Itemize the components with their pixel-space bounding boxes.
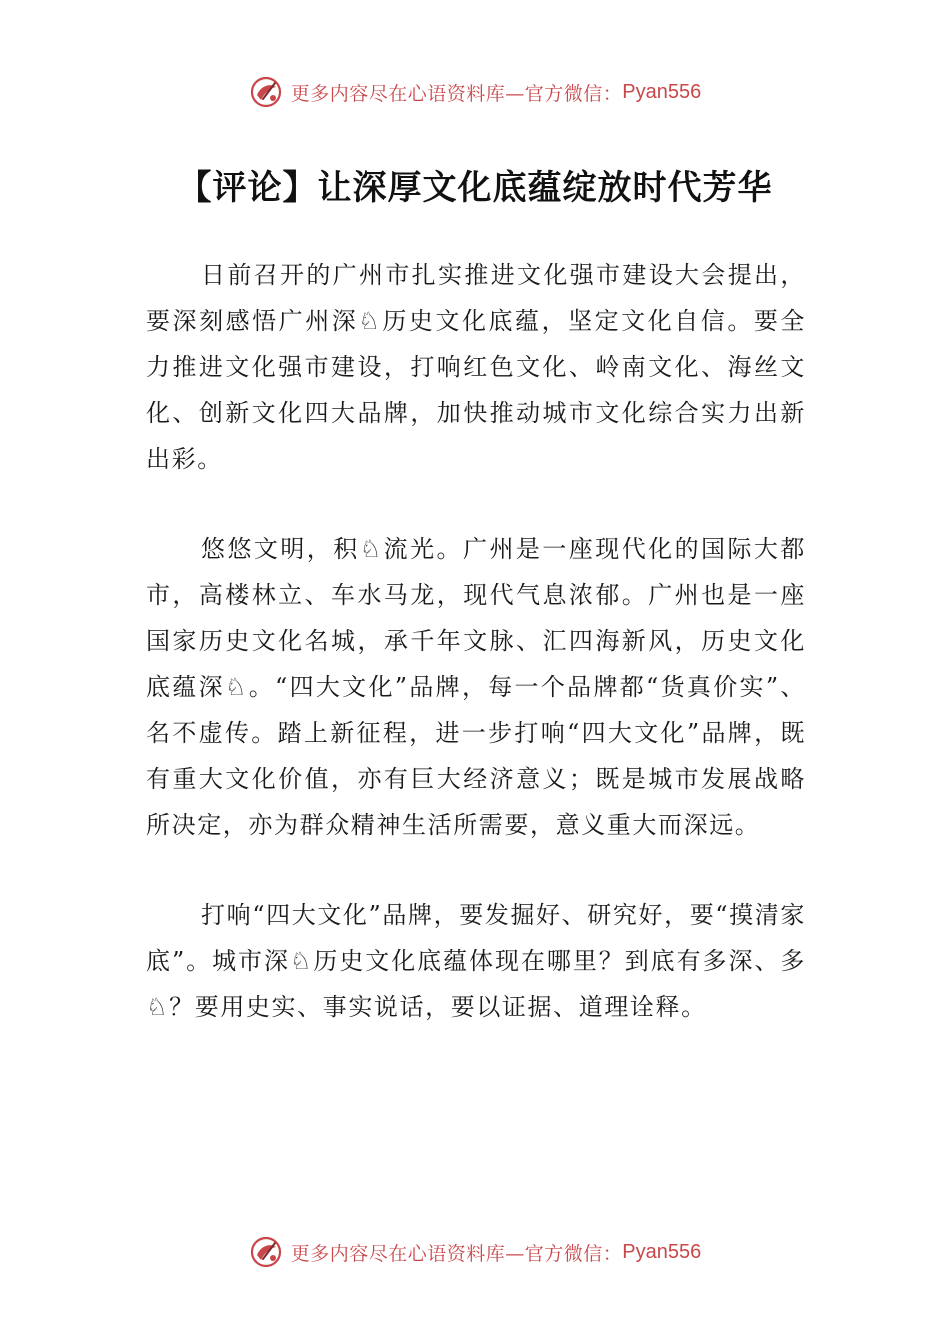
article-title: 【评论】让深厚文化底蕴绽放时代芳华 — [177, 168, 773, 208]
paragraph: 日前召开的广州市扎实推进文化强市建设大会提出，要深刻感悟广州深♘历史文化底蕴，坚定文化自信。要全力推进文化强市建设，打响红色文化、岭南文化、海丝文化、创新文化四大品牌，加快推动城市文化综合实力出新出彩。 — [146, 261, 806, 473]
banner-text: 更多内容尽在心语资料库—官方微信： — [290, 82, 623, 105]
logo-icon — [249, 1235, 283, 1269]
header-banner — [0, 70, 950, 114]
banner-text: 更多内容尽在心语资料库—官方微信： — [290, 1242, 623, 1265]
wechat-id: Pyan556 — [622, 80, 702, 103]
logo-icon — [249, 75, 283, 109]
wechat-id: Pyan556 — [622, 1240, 702, 1263]
footer-banner — [0, 1230, 950, 1274]
article-body — [146, 252, 806, 1074]
paragraph: 打响“四大文化”品牌，要发掘好、研究好，要“摸清家底”。城市深♘历史文化底蕴体现在哪里？到底有多深、多♘？要用史实、事实说话，要以证据、道理诠释。 — [146, 901, 806, 1021]
paragraph: 悠悠文明，积♘流光。广州是一座现代化的国际大都市，高楼林立、车水马龙，现代气息浓郁。广州也是一座国家历史文化名城，承千年文脉、汇四海新风，历史文化底蕴深♘。“四大文化”品牌，每一个品牌都“货真价实”、名不虚传。踏上新征程，进一步打响“四大文化”品牌，既有重大文化价值，亦有巨大经济意义；既是城市发展战略所决定，亦为群众精神生活所需要，意义重大而深远。 — [146, 535, 806, 839]
